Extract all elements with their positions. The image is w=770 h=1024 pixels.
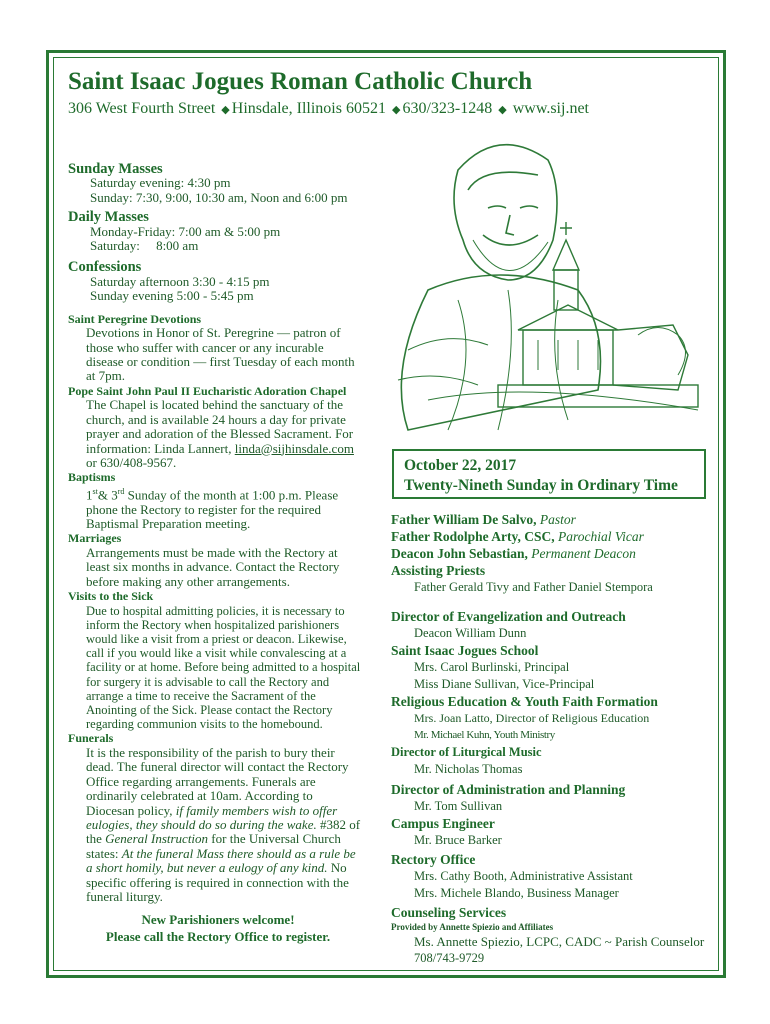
pastor [391,511,721,528]
sunday-masses-line: Saturday evening: 4:30 pm [90,175,231,191]
funerals-text [68,746,364,904]
adoration-body: The Chapel is located behind the sanctuary of the church, and is available 24 hours a day for private prayer and adoration of the Blessed Sacrament. For information: Linda Lannert, [86,397,354,456]
deacon-name: Deacon John Sebastian, [391,546,528,561]
baptisms-heading: Baptisms [68,470,116,485]
funerals-italic: if family members wish to offer eulogies, they should do so during the wake. [86,802,338,832]
pastor-role: Pastor [539,512,576,527]
church-title: Saint Isaac Jogues Roman Catholic Church [68,68,533,95]
campus-heading: Campus Engineer [391,816,495,831]
assisting-heading: Assisting Priests [391,563,486,578]
diamond-separator-icon: ◆ [498,104,507,116]
address-line [68,100,589,118]
funerals-italic: General Instruction [105,831,209,847]
rectory-name: Mrs. Michele Blando, Business Manager [414,886,619,900]
sick-heading: Visits to the Sick [68,589,154,604]
baptism-ordinal: 1 [86,487,93,503]
street: 306 West Fourth Street [68,100,216,117]
school-heading: Saint Isaac Jogues School [391,643,539,658]
date-box [392,449,706,499]
religious-ed-name: Mr. Michael Kuhn, Youth Ministry [414,729,555,741]
daily-masses-line: Monday-Friday: 7:00 am & 5:00 pm [90,223,281,239]
saint-figure [398,145,601,430]
funerals-body: #382 of the [86,816,361,847]
vicar-name: Father Rodolphe Arty, CSC, [391,529,555,544]
vicar [391,528,721,545]
counseling-phone: 708/743-9729 [414,951,485,965]
deacon [391,545,721,562]
assisting-names: Father Gerald Tivy and Father Daniel Stempora [414,580,653,594]
phone: 630/323-1248 [402,100,493,117]
marriages-heading: Marriages [68,531,122,546]
music-name: Mr. Nicholas Thomas [414,762,523,776]
funerals-body: It is the responsibility of the parish to bury their dead. The funeral director will contact the Rectory Office regarding arrangements. Funerals are ordinarily celebrated at 10am. According to Diocesan policy, [86,744,349,818]
funerals-italic: At the funeral Mass there should as a rule be a short homily, but never a eulogy of any kind. [86,845,356,876]
baptism-ordinal: & 3 [97,487,118,503]
welcome-line: New Parishioners welcome! [141,912,295,927]
website-link[interactable]: www.sij.net [512,100,589,117]
deacon-role: Permanent Deacon [531,546,636,561]
adoration-text [68,398,358,470]
date: October 22, 2017 [404,457,517,474]
music-heading: Director of Liturgical Music [391,745,542,759]
daily-masses-heading: Daily Masses [68,209,149,226]
confessions-line: Sunday evening 5:00 - 5:45 pm [90,288,254,304]
adoration-heading: Pope Saint John Paul II Eucharistic Adoration Chapel [68,383,347,398]
school-name: Mrs. Carol Burlinski, Principal [414,660,570,674]
staff-directory [391,511,721,967]
welcome-line: Please call the Rectory Office to register. [105,929,331,944]
baptism-body: Sunday of the month at 1:00 p.m. Please phone the Rectory to register for the required Baptismal Preparation meeting. [86,487,339,531]
liturgical-day: Twenty-Nineth Sunday in Ordinary Time [404,477,678,494]
confessions-line: Saturday afternoon 3:30 - 4:15 pm [90,273,270,289]
admin-heading: Director of Administration and Planning [391,782,626,797]
sunday-masses-line: Sunday: 7:30, 9:00, 10:30 am, Noon and 6:00 pm [90,189,348,205]
pastor-name: Father William De Salvo, [391,512,537,527]
school-name: Miss Diane Sullivan, Vice-Principal [414,677,595,691]
marriages-text: Arrangements must be made with the Rectory at least six months in advance. Contact the Rectory before making any other arrangements. [86,544,340,589]
diamond-separator-icon: ◆ [221,104,230,116]
religious-ed-heading: Religious Education & Youth Faith Formation [391,694,658,709]
peregrine-text: Devotions in Honor of St. Peregrine — patron of those who suffer with cancer or any incurable disease or condition — first Tuesday of each month at 7pm. [86,325,355,384]
saint-illustration [388,130,714,440]
counseling-heading: Counseling Services [391,905,507,920]
left-column [68,158,368,904]
admin-name: Mr. Tom Sullivan [414,799,503,813]
baptism-sup: st [92,486,98,496]
vicar-role: Parochial Vicar [558,529,644,544]
sunday-masses-heading: Sunday Masses [68,161,163,177]
city: Hinsdale, Illinois 60521 [231,100,386,117]
email-link[interactable]: linda@sijhinsdale.com [234,440,354,456]
counseling-name: Ms. Annette Spiezio, LCPC, CADC ~ Parish Counselor [414,934,705,949]
diamond-separator-icon: ◆ [391,104,401,116]
peregrine-heading: Saint Peregrine Devotions [68,311,202,326]
daily-masses-line: Saturday: 8:00 am [90,238,199,254]
rectory-name: Mrs. Cathy Booth, Administrative Assistant [414,869,633,883]
counseling-subtitle: Provided by Annette Spiezio and Affiliates [391,922,554,932]
sick-text: Due to hospital admitting policies, it is necessary to inform the Rectory when hospitalized parishioners would like a visit from a priest or deacon. Likewise, call if you would like a visit while convalescing at a facility or at home. Before being admitted to a hospital for surgery it is advisable to call the Rectory and arrange a time to receive the Sacrament of the Anointing of the Sick. Please contact the Rectory regarding communion visits to the homebound. [86,603,361,732]
evangelization-name: Deacon William Dunn [414,626,527,640]
adoration-phone: or 630/408-9567. [86,454,177,470]
evangelization-heading: Director of Evangelization and Outreach [391,609,626,624]
baptism-sup: rd [117,486,125,496]
religious-ed-name: Mrs. Joan Latto, Director of Religious Education [414,711,650,725]
funerals-heading: Funerals [68,731,114,746]
baptisms-text [68,485,358,532]
campus-name: Mr. Bruce Barker [414,833,502,847]
welcome-note [68,911,368,945]
funerals-body: for the Universal Church states: [86,831,341,861]
rectory-heading: Rectory Office [391,852,476,867]
funerals-body: No specific offering is required in connection with the funeral liturgy. [86,860,349,904]
confessions-heading: Confessions [68,259,142,276]
